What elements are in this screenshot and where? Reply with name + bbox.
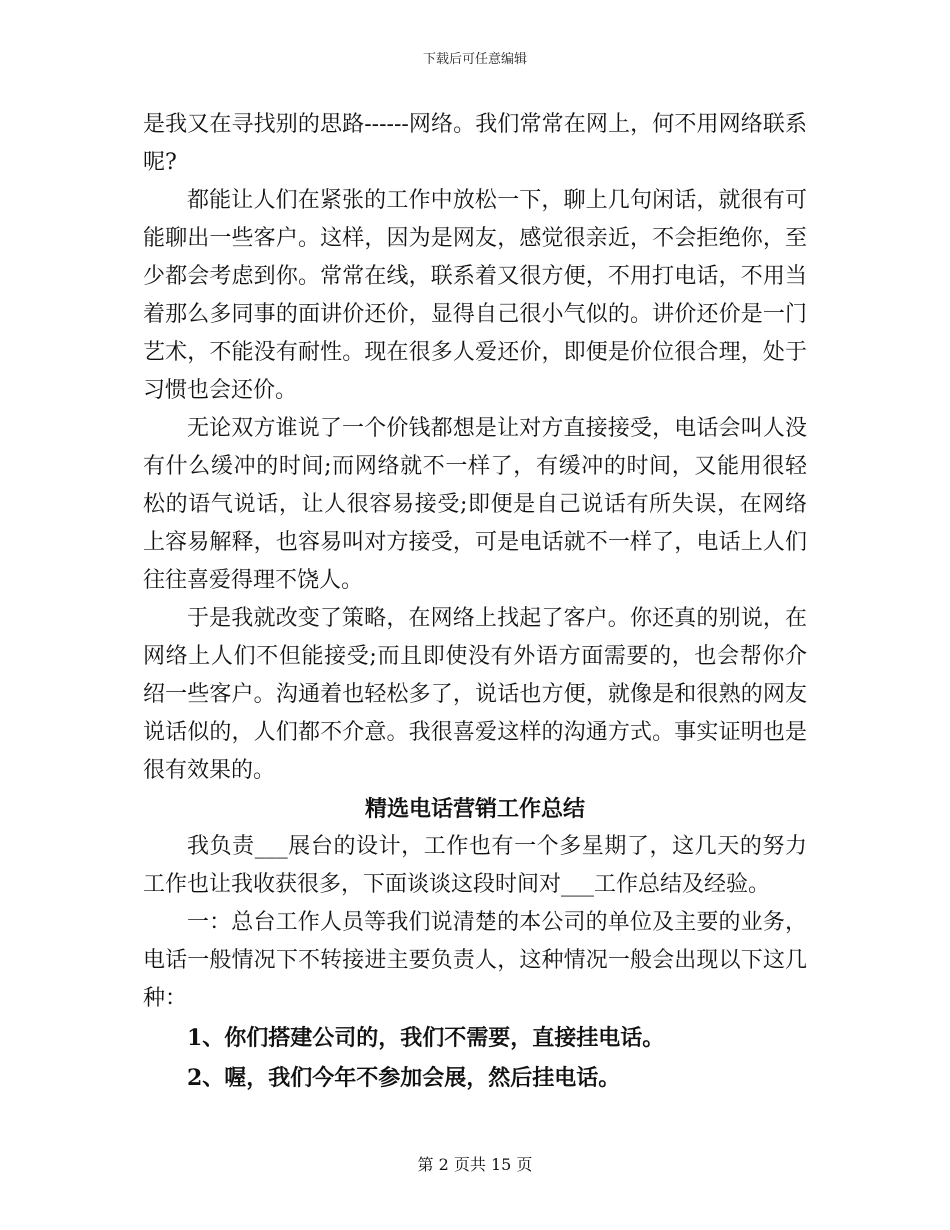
page-header: 下载后可任意编辑 [422,52,527,67]
section-title: 精选电话营销工作总结 [364,796,585,822]
document-body [143,106,807,1098]
paragraph: 我负责___展台的设计，工作也有一个多星期了，这几天的努力工作也让我收获很多，下面谈谈这段时间对___工作总结及经验。 [143,834,807,897]
bold-list-item: 2、喔，我们今年不参加会展，然后挂电话。 [187,1065,621,1091]
paragraph: 无论双方谁说了一个价钱都想是让对方直接接受，电话会叫人没有什么缓冲的时间;而网络就不一样了，有缓冲的时间，又能用很轻松的语气说话，让人很容易接受;即便是自己说话有所失误，在网络上容易解释，也容易叫对方接受，可是电话就不一样了，电话上人们往往喜爱得理不饶人。 [143,416,807,593]
page-number: 第 2 页共 15 页 [417,1155,533,1174]
paragraph: 都能让人们在紧张的工作中放松一下，聊上几句闲话，就很有可能聊出一些客户。这样，因为是网友，感觉很亲近，不会拒绝你，至少都会考虑到你。常常在线，联系着又很方便，不用打电话，不用当着那么多同事的面讲价还价，显得自己很小气似的。讲价还价是一门艺术，不能没有耐性。现在很多人爱还价，即便是价位很合理，处于习惯也会还价。 [143,188,807,403]
paragraph-continuation: 是我又在寻找别的思路------网络。我们常常在网上，何不用网络联系呢? [143,112,807,175]
bold-list-item: 1、你们搭建公司的，我们不需要，直接挂电话。 [187,1025,665,1051]
paragraph: 一：总台工作人员等我们说清楚的本公司的单位及主要的业务，电话一般情况下不转接进主要负责人，这种情况一般会出现以下这几种： [143,910,807,1011]
paragraph: 于是我就改变了策略，在网络上找起了客户。你还真的别说，在网络上人们不但能接受;而且即使没有外语方面需要的，也会帮你介绍一些客户。沟通着也轻松多了，说话也方便，就像是和很熟的网友说话似的，人们都不介意。我很喜爱这样的沟通方式。事实证明也是很有效果的。 [143,606,807,783]
